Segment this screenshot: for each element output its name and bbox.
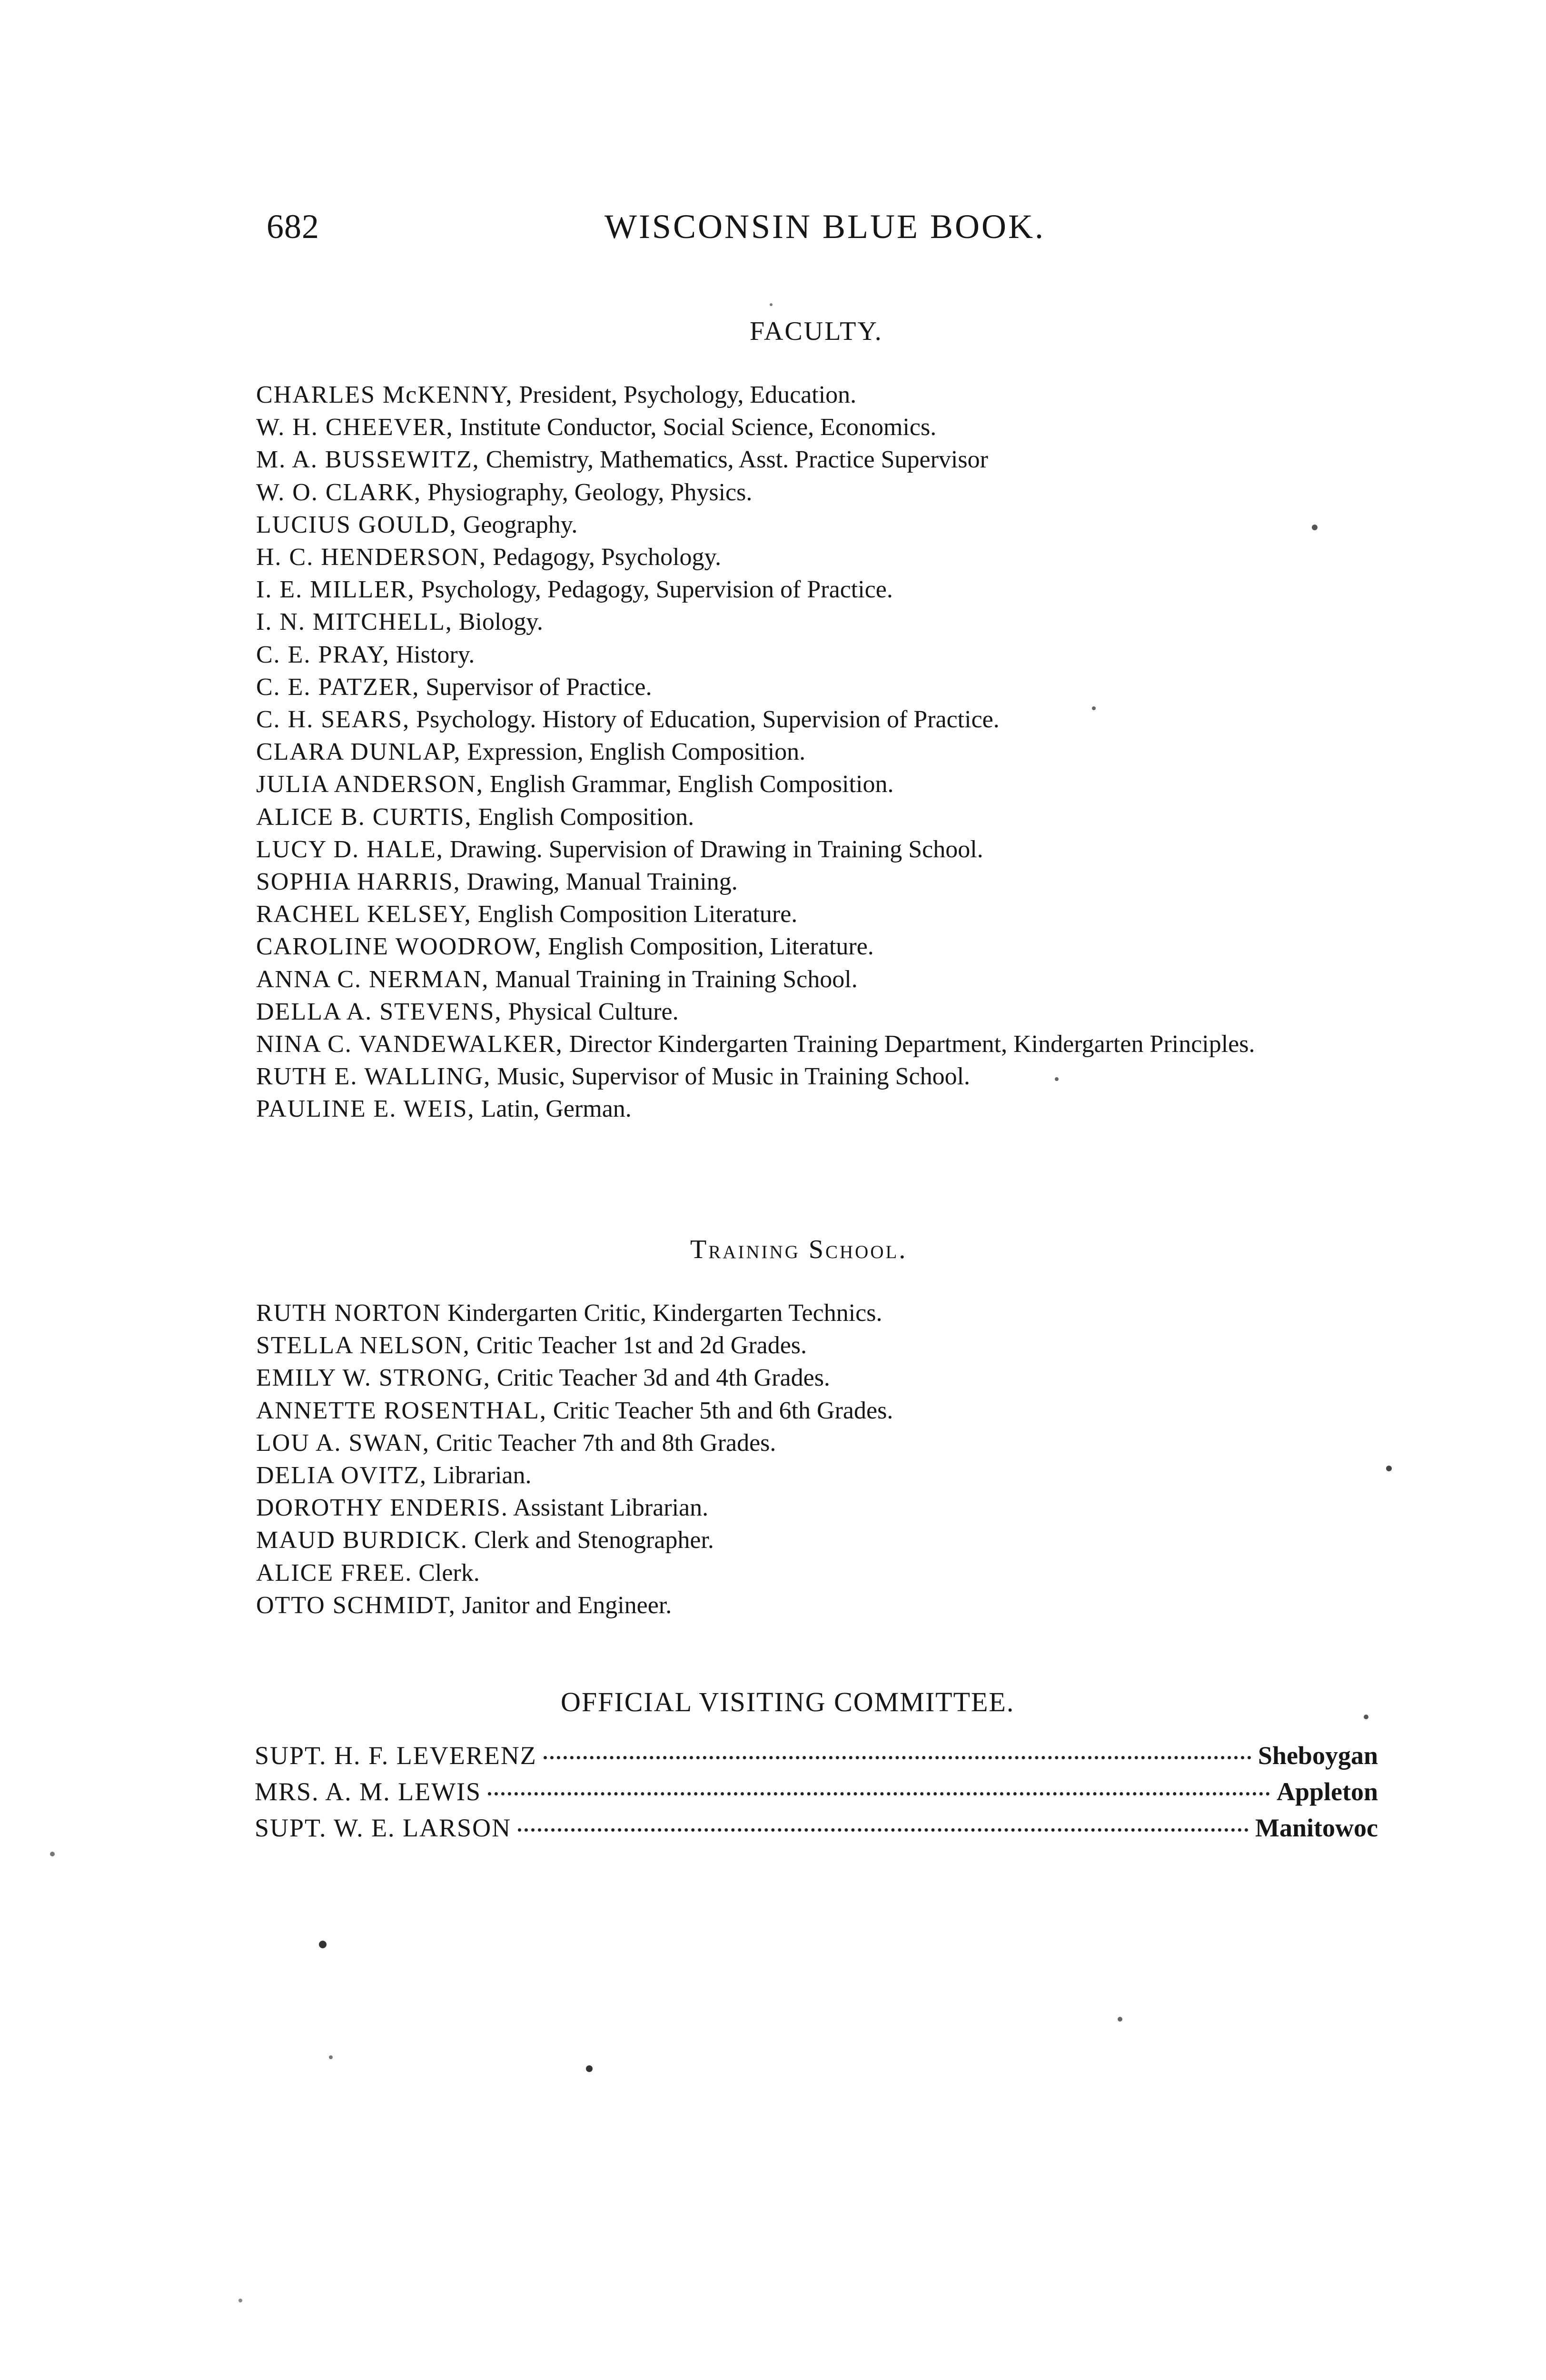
staff-role: English Composition, Literature. [548,933,874,961]
staff-name: DELLA A. STEVENS, [256,998,502,1025]
staff-name: DOROTHY ENDERIS. [256,1494,508,1522]
speck [1386,1466,1392,1471]
faculty-heading: FACULTY. [750,317,883,346]
staff-role: President, Psychology, Education. [519,381,857,408]
staff-name: LOU A. SWAN, [256,1429,430,1457]
speck [238,2299,242,2302]
staff-role: Clerk and Stenographer. [474,1527,714,1554]
staff-name: W. H. CHEEVER, [256,414,454,441]
speck [1312,525,1318,530]
staff-role: Biology. [458,608,543,636]
staff-role: Manual Training in Training School. [495,965,858,993]
staff-name: CLARA DUNLAP, [256,738,461,766]
speck [1055,1077,1059,1081]
staff-role: Latin, German. [481,1095,632,1123]
staff-name: C. E. PATZER, [256,673,420,701]
staff-name: ALICE FREE. [256,1559,413,1587]
staff-role: Critic Teacher 3d and 4th Grades. [496,1364,830,1392]
staff-role: Kindergarten Critic, Kindergarten Technics. [447,1299,882,1327]
staff-role: Librarian. [433,1462,532,1489]
staff-name: PAULINE E. WEIS, [256,1095,475,1123]
staff-name: C. E. PRAY, [256,641,390,668]
staff-name: RACHEL KELSEY, [256,901,472,928]
staff-role: English Grammar, English Composition. [489,771,894,798]
speck [1118,2017,1122,2022]
staff-role: Psychology, Pedagogy, Supervision of Practice. [421,576,893,604]
staff-role: Psychology. History of Education, Supervision of Practice. [416,706,1000,734]
staff-name: H. C. HENDERSON, [256,544,487,571]
staff-role: Expression, English Composition. [467,738,806,766]
staff-role: Music, Supervisor of Music in Training School. [497,1063,971,1091]
staff-role: Assistant Librarian. [513,1494,709,1522]
staff-name: ANNETTE ROSENTHAL, [256,1397,547,1424]
committee-member-name: SUPT. W. E. LARSON [255,1814,512,1842]
staff-role: English Composition Literature. [477,901,798,928]
staff-role: Geography. [463,511,578,538]
staff-name: NINA C. VANDEWALKER, [256,1031,563,1058]
speck [50,1852,55,1856]
committee-member-city: Manitowoc [1255,1814,1378,1842]
committee-member-city: Sheboygan [1258,1741,1378,1770]
visiting-committee-heading: OFFICIAL VISITING COMMITTEE. [561,1686,1015,1717]
speck [319,1941,327,1948]
page-number: 682 [267,208,319,246]
staff-name: M. A. BUSSEWITZ, [256,446,480,474]
staff-role: Chemistry, Mathematics, Asst. Practice Supervisor [486,446,988,474]
speck [1364,1715,1368,1719]
staff-name: MAUD BURDICK. [256,1527,468,1554]
staff-role: Drawing. Supervision of Drawing in Training School. [449,835,983,863]
staff-role: Critic Teacher 5th and 6th Grades. [553,1397,893,1424]
staff-name: RUTH E. WALLING, [256,1063,491,1091]
speck [329,2055,333,2059]
staff-role: Physical Culture. [508,998,679,1025]
staff-name: OTTO SCHMIDT, [256,1591,456,1619]
staff-name: CHARLES McKENNY, [256,381,513,408]
committee-member-name: SUPT. H. F. LEVERENZ [255,1741,537,1770]
staff-name: RUTH NORTON [256,1299,442,1327]
staff-name: ALICE B. CURTIS, [256,803,472,831]
staff-role: Critic Teacher 1st and 2d Grades. [476,1332,807,1359]
staff-name: DELIA OVITZ, [256,1462,427,1489]
staff-role: Physiography, Geology, Physics. [427,478,753,506]
staff-name: CAROLINE WOODROW, [256,933,542,961]
speck [1092,706,1096,710]
training-school-heading: Training School. [690,1235,908,1264]
staff-role: Janitor and Engineer. [462,1591,672,1619]
staff-name: SOPHIA HARRIS, [256,868,461,896]
committee-member-city: Appleton [1276,1777,1378,1806]
staff-name: LUCY D. HALE, [256,835,444,863]
staff-name: W. O. CLARK, [256,478,422,506]
staff-role: Critic Teacher 7th and 8th Grades. [436,1429,776,1457]
staff-name: EMILY W. STRONG, [256,1364,491,1392]
speck [770,303,773,306]
staff-name: JULIA ANDERSON, [256,771,484,798]
speck [586,2065,593,2072]
staff-name: ANNA C. NERMAN, [256,965,489,993]
staff-name: I. E. MILLER, [256,576,415,604]
staff-name: C. H. SEARS, [256,706,410,734]
staff-role: Director Kindergarten Training Department, Kindergarten Principles. [569,1031,1255,1058]
staff-name: I. N. MITCHELL, [256,608,453,636]
staff-role: History. [396,641,475,668]
running-title: WISCONSIN BLUE BOOK. [605,208,1045,246]
staff-role: Institute Conductor, Social Science, Economics. [459,414,937,441]
staff-name: STELLA NELSON, [256,1332,470,1359]
staff-role: English Composition. [478,803,694,831]
staff-role: Drawing, Manual Training. [466,868,738,896]
committee-member-name: MRS. A. M. LEWIS [255,1777,482,1806]
staff-role: Supervisor of Practice. [426,673,652,701]
staff-role: Clerk. [418,1559,480,1587]
staff-role: Pedagogy, Psychology. [493,544,722,571]
staff-name: LUCIUS GOULD, [256,511,457,538]
